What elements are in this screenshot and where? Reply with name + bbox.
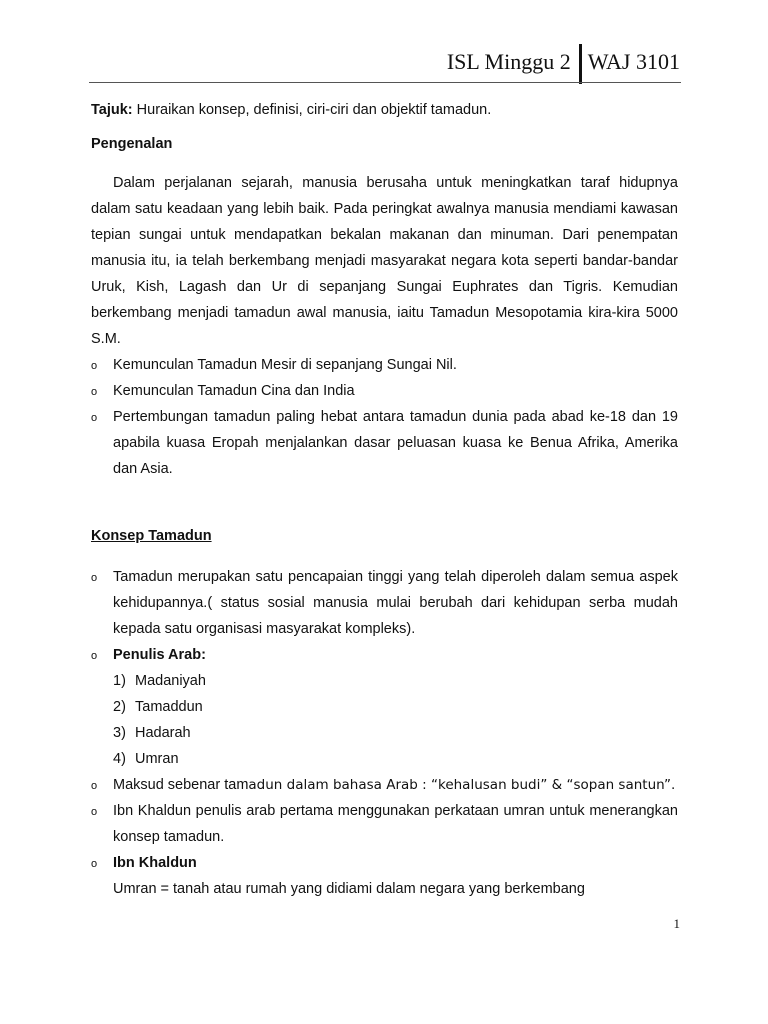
bullet-marker: o	[91, 780, 98, 792]
document-title	[91, 100, 678, 120]
pengenalan-paragraph-text: Dalam perjalanan sejarah, manusia berusaha untuk meningkatkan taraf hidupnya dalam satu keadaan yang lebih baik. Pada peringkat awalnya manusia mendiami kawasan tepian sungai untuk mendapatkan bekalan makanan dan minuman. Dari penempatan manusia itu, ia telah berkembang menjadi masyarakat negara kota seperti bandar-bandar Uruk, Kish, Lagash dan Ur di sepanjang Sungai Euphrates dan Tigris. Kemudian berkembang menjadi tamadun awal manusia, iaitu Tamadun Mesopotamia kira-kira 5000 S.M.	[91, 175, 678, 347]
maksud-text-a: Maksud sebenar tam	[113, 777, 249, 793]
bullet-text: Ibn Khaldun penulis arab pertama menggunakan perkataan umran untuk menerangkan konsep tamadun.	[113, 803, 678, 845]
list-item: 4) Umran	[113, 751, 179, 767]
bullet-marker: o	[91, 386, 98, 398]
bullet-marker: o	[91, 806, 98, 818]
bullet-marker: o	[91, 650, 98, 662]
header-rule	[89, 82, 681, 83]
title-label: Tajuk:	[91, 102, 133, 118]
bullet-marker: o	[91, 572, 98, 584]
document-body	[91, 100, 678, 902]
header-course-week: ISL Minggu 2	[446, 49, 571, 74]
pengenalan-bullet	[91, 352, 678, 378]
bullet-marker: o	[91, 412, 98, 424]
pengenalan-bullet	[91, 404, 678, 482]
bullet-text: Kemunculan Tamadun Cina dan India	[113, 383, 355, 399]
ibn-khaldun-heading: Ibn Khaldun	[113, 855, 197, 871]
list-item: 3) Hadarah	[113, 725, 191, 741]
page-header	[447, 44, 680, 84]
konsep-bullet-ibn-khaldun	[91, 798, 678, 850]
list-item: 1) Madaniyah	[113, 673, 206, 689]
bullet-text: Pertembungan tamadun paling hebat antara tamadun dunia pada abad ke-18 dan 19 apabila kuasa Eropah menjalankan dasar peluasan kuasa ke Benua Afrika, Amerika dan Asia.	[113, 409, 678, 477]
konsep-bullet-penulis-arab	[91, 642, 678, 668]
list-item: 2) Tamaddun	[113, 699, 203, 715]
bullet-text: Tamadun merupakan satu pencapaian tinggi yang telah diperoleh dalam semua aspek kehidupannya.( status sosial manusia mulai berubah dari kehidupan serba mudah kepada satu organisasi masyarakat kompleks).	[113, 569, 678, 637]
heading-pengenalan: Pengenalan	[91, 136, 173, 152]
konsep-bullet-maksud	[91, 772, 678, 798]
bullet-text: Kemunculan Tamadun Mesir di sepanjang Sungai Nil.	[113, 357, 457, 373]
penulis-arab-heading: Penulis Arab:	[113, 647, 206, 663]
header-course-code: WAJ 3101	[587, 49, 680, 74]
maksud-text-b: adun dalam bahasa Arab : “kehalusan budi” & “sopan santun”.	[248, 777, 676, 793]
page-number: 1	[673, 916, 680, 931]
heading-konsep-tamadun: Konsep Tamadun	[91, 528, 212, 544]
title-text: Huraikan konsep, definisi, ciri-ciri dan objektif tamadun.	[132, 102, 492, 118]
konsep-bullet	[91, 564, 678, 642]
bullet-marker: o	[91, 360, 98, 372]
pengenalan-paragraph	[91, 170, 678, 352]
konsep-bullet-ibn-khaldun-heading	[91, 850, 678, 876]
pengenalan-bullet	[91, 378, 678, 404]
bullet-marker: o	[91, 858, 98, 870]
umran-definition: Umran = tanah atau rumah yang didiami dalam negara yang berkembang	[113, 881, 585, 897]
arab-terms-list	[91, 668, 678, 772]
